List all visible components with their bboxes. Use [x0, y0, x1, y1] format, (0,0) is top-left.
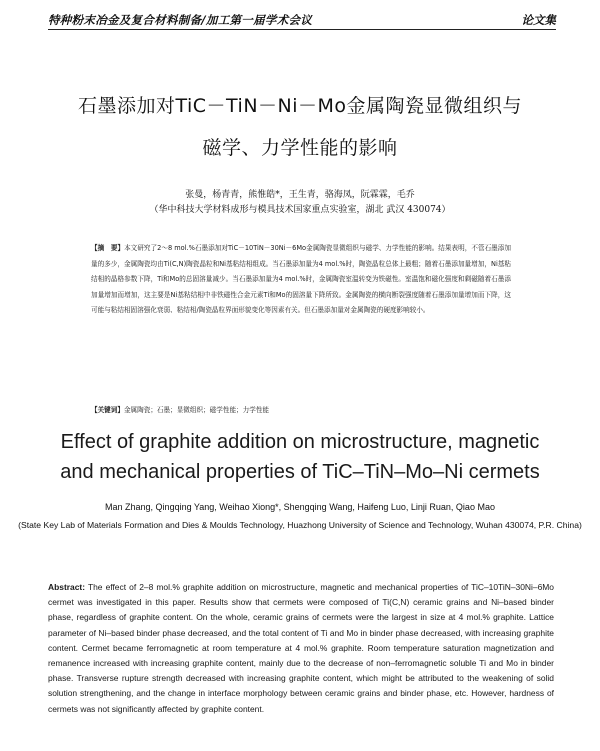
english-authors: Man Zhang, Qingqing Yang, Weihao Xiong*, Shengqing Wang, Haifeng Luo, Linji Ruan, Qiao Mao — [105, 502, 495, 512]
running-header — [48, 12, 556, 28]
chinese-authors: 张曼，杨青青，熊惟皓*，王生青，骆海凤，阮霖霖，毛乔 — [185, 190, 415, 200]
chinese-keywords — [91, 404, 511, 414]
chinese-title-line-1: 石墨添加对TiC－TiN－Ni－Mo金属陶瓷显微组织与 — [77, 95, 523, 117]
chinese-affiliation: （华中科技大学材料成形与模具技术国家重点实验室，湖北 武汉 430074） — [149, 205, 451, 215]
chinese-keywords-text: 金属陶瓷；石墨；显微组织；磁学性能；力学性能 — [123, 406, 270, 414]
chinese-abstract-text: 本文研究了2～8 mol.%石墨添加对TiC－10TiN－30Ni－6Mo金属陶瓷显微组织与磁学、力学性能的影响。结果表明，不管石墨添加量的多少，金属陶瓷均由Ti(C,N)陶瓷晶粒和Ni基粘结相组成。当石墨添加量为4 mol.%时，陶瓷晶粒总体上最粗；随着石墨添加量增加，Ni基粘结相的晶格参数下降，Ti和Mo的总固溶量减少。当石墨添加量为4 mol.%时，金属陶瓷室温转变为铁磁性。室温饱和磁化强度和剩磁随着石墨添加量增加而增加，这主要是Ni基粘结相中非铁磁性合金元素Ti和Mo的固溶量下降所致。金属陶瓷的横向断裂强度随着石墨添加量增加而下降，这可能与粘结相固溶强化衰弱、粘结相/陶瓷晶粒界面形貌变化等因素有关。但石墨添加量对金属陶瓷的硬度影响较小。 — [91, 244, 512, 314]
english-title-line-1: Effect of graphite addition on microstructure, magnetic — [60, 431, 540, 453]
english-affiliation: (State Key Lab of Materials Formation and Dies & Moulds Technology, Huazhong University of Science and Technology, Wuhan 430074, P.R. China) — [18, 520, 582, 530]
english-title-line-2: and mechanical properties of TiC–TiN–Mo–Ni cermets — [60, 461, 540, 483]
header-rule — [48, 29, 556, 30]
chinese-keywords-label: 【关键词】 — [91, 406, 124, 414]
header-section-label: 论文集 — [521, 13, 556, 27]
chinese-abstract-label: 【摘 要】 — [91, 244, 125, 252]
english-abstract — [48, 580, 554, 717]
chinese-abstract — [91, 241, 511, 319]
chinese-title-line-2: 磁学、力学性能的影响 — [202, 137, 398, 159]
english-abstract-label: Abstract: — [48, 582, 86, 592]
english-abstract-text: The effect of 2–8 mol.% graphite addition on microstructure, magnetic and mechanical properties of TiC–10TiN–30Ni–6Mo cermet was investigated in this paper. Results show that cermets were composed of Ti(C,N) ceramic grains and Ni–based binder phase, regardless of graphite content. On the whole, ceramic grains of cermets were the largest in size at 4 mol.% graphite. Lattice parameter of Ni–based binder phase decreased, and the total content of Ti and Mo in binder phase decreased, with increasing graphite content. Cermet became ferromagnetic at room temperature at 4 mol.% graphite. Room temperature saturation magnetization and remanence increased with increasing graphite content, mainly due to the decrease of non–ferromagnetic soluble Ti and Mo in binder phase. Transverse rupture strength decreased with increasing graphite content, which might be attributed to the weakening of solid solution strengthening, and the change in interface morphology between ceramic grains and binder phase, etc. However, hardness of cermets was not significantly affected by graphite content. — [48, 582, 554, 714]
header-conference-title: 特种粉末冶金及复合材料制备/加工第一届学术会议 — [48, 13, 313, 27]
